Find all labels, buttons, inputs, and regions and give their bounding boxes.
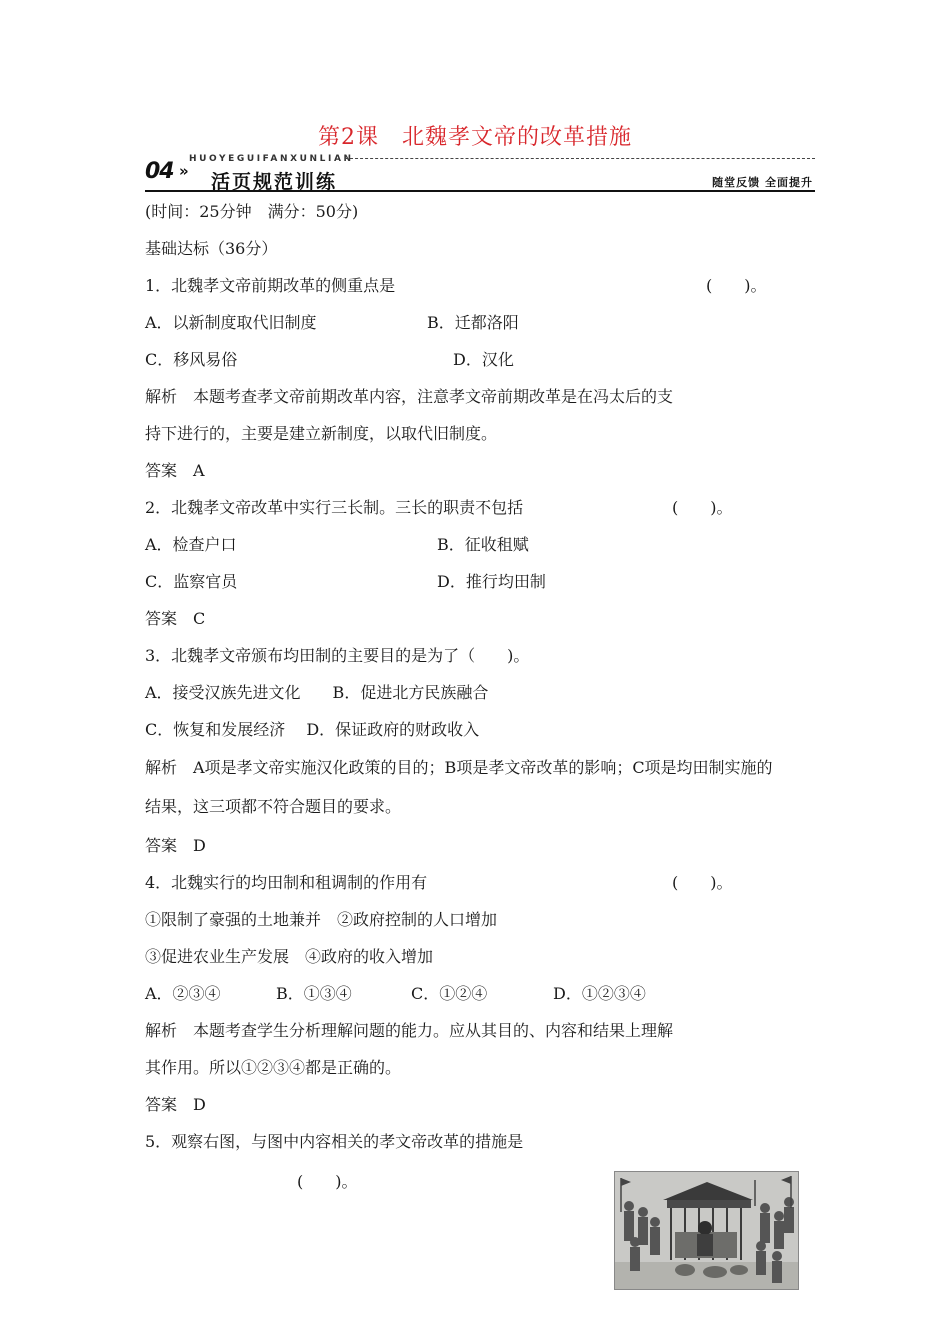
question-1-analysis-cont: 持下进行的，主要是建立新制度，以取代旧制度。 (145, 424, 498, 443)
banner-rule (145, 190, 815, 192)
question-1-option-d: D．汉化 (453, 350, 514, 369)
section-banner (145, 150, 815, 192)
question-2-stem: 2．北魏孝文帝改革中实行三长制。三长的职责不包括 (145, 498, 524, 517)
question-2-option-c: C．监察官员 (145, 572, 238, 591)
question-2-option-b: B．征收租赋 (437, 535, 529, 554)
question-4-items-1-2: ①限制了豪强的土地兼并 ②政府控制的人口增加 (145, 910, 498, 929)
banner-number: 04 (145, 159, 174, 184)
question-3-answer: 答案 D (145, 836, 206, 855)
time-score-info: (时间：25分钟 满分：50分) (145, 202, 359, 221)
question-3-options-ab: A．接受汉族先进文化 B．促进北方民族融合 (145, 683, 489, 702)
question-4-paren: ( )。 (672, 873, 733, 892)
question-2-option-d: D．推行均田制 (437, 572, 546, 591)
question-1-answer: 答案 A (145, 461, 205, 480)
lesson-title: 第2课 北魏孝文帝的改革措施 (318, 125, 632, 150)
question-3-analysis: 解析 A项是孝文帝实施汉化政策的目的；B项是孝文帝改革的影响；C项是均田制实施的 (145, 758, 773, 777)
question-4-option-a: A．②③④ (145, 984, 221, 1003)
chevron-icon: » (179, 162, 189, 180)
question-2-paren: ( )。 (672, 498, 733, 517)
question-1-option-b: B．迁都洛阳 (427, 313, 519, 332)
question-4-items-3-4: ③促进农业生产发展 ④政府的收入增加 (145, 947, 434, 966)
question-5-paren: ( )。 (297, 1172, 358, 1191)
banner-dashed-rule (345, 158, 815, 159)
question-4-stem: 4．北魏实行的均田制和租调制的作用有 (145, 873, 428, 892)
question-4-option-d: D．①②③④ (553, 984, 646, 1003)
banner-pinyin: HUOYEGUIFANXUNLIAN (189, 154, 354, 164)
question-1-analysis: 解析 本题考查孝文帝前期改革内容，注意孝文帝前期改革是在冯太后的支 (145, 387, 674, 406)
question-4-answer: 答案 D (145, 1095, 206, 1114)
question-2-answer: 答案 C (145, 609, 206, 628)
banner-right-text: 随堂反馈 全面提升 (712, 176, 813, 189)
question-1-stem: 1．北魏孝文帝前期改革的侧重点是 (145, 276, 396, 295)
section-heading: 基础达标（36分） (145, 239, 278, 258)
banner-label: 活页规范训练 (211, 171, 338, 193)
question-1-option-c: C．移风易俗 (145, 350, 238, 369)
question-5-stem: 5．观察右图，与图中内容相关的孝文帝改革的措施是 (145, 1132, 524, 1151)
question-4-analysis: 解析 本题考查学生分析理解问题的能力。应从其目的、内容和结果上理解 (145, 1021, 674, 1040)
historical-mural-image (614, 1171, 799, 1290)
question-4-option-c: C．①②④ (411, 984, 488, 1003)
question-1-option-a: A．以新制度取代旧制度 (145, 313, 317, 332)
question-4-option-b: B．①③④ (276, 984, 352, 1003)
question-4-analysis-cont: 其作用。所以①②③④都是正确的。 (145, 1058, 402, 1077)
question-3-analysis-cont: 结果，这三项都不符合题目的要求。 (145, 797, 402, 816)
question-3-stem: 3．北魏孝文帝颁布均田制的主要目的是为了（ )。 (145, 646, 530, 665)
question-1-paren: ( )。 (706, 276, 767, 295)
question-3-options-cd: C．恢复和发展经济 D．保证政府的财政收入 (145, 720, 480, 739)
question-2-option-a: A．检查户口 (145, 535, 237, 554)
